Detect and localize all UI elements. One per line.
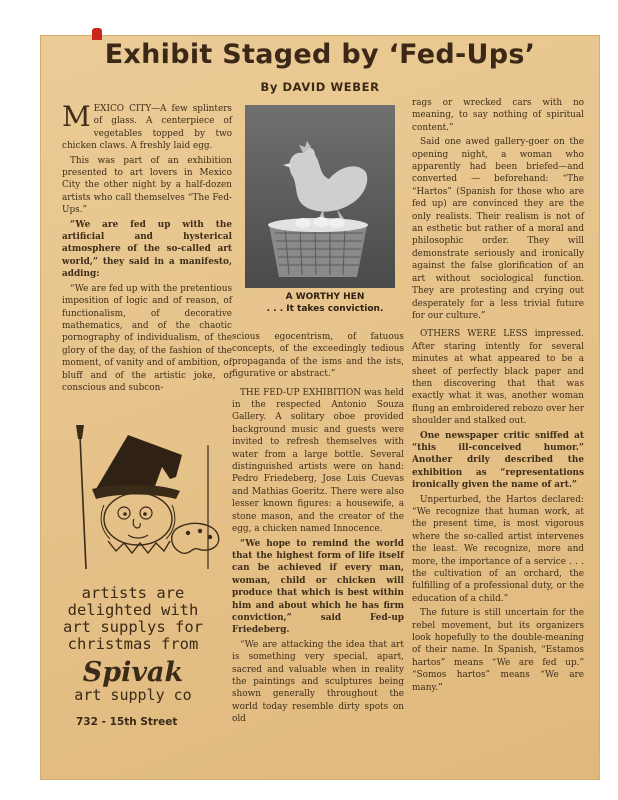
ad-brand-subtitle: art supply co bbox=[74, 686, 192, 704]
ad-line-3: art supplys for bbox=[63, 618, 203, 636]
hen-photo-image bbox=[245, 105, 395, 288]
ad-line-4: christmas from bbox=[67, 635, 199, 653]
paragraph: THE FED-UP EXHIBITION was held in the respected Antonio Souza Gallery. A solitary oboe provided background music and guests were invited to refresh themselves with water from a large bottle. Several distinguished artists were on hand: Pedro Friedeberg, Jose Luis Cuevas and Mathias Goeritz. There were also lesser known figures: a housewife, a stone mason, and the creator of the egg, a chicken named Innocence. bbox=[232, 387, 404, 535]
article-column-3 bbox=[412, 97, 584, 696]
photo-caption bbox=[245, 291, 405, 315]
paragraph: “We are fed up with the pretentious imposition of logic and of reason, of functionalism, of decorative mathematics, and of the chaotic pornography of individualism, of the glory of the day, of the fashion of the moment, of vanity and of ambition, of bluff and of the artistic joke, of conscious and subcon- bbox=[62, 283, 232, 393]
newspaper-clipping bbox=[40, 35, 600, 780]
headline: Exhibit Staged by ‘Fed-Ups’ bbox=[104, 39, 536, 70]
caption-subtitle: . . . It takes conviction. bbox=[266, 304, 384, 314]
bold-paragraph: “We hope to remind the world that the highest form of life itself can be achieved if every man, woman, child or chicken will produce that which is best within him and about which he has firm conviction,” said Fed-up Friedeberg. bbox=[232, 538, 404, 636]
ad-text-block bbox=[58, 585, 208, 728]
ad-line-2: delighted with bbox=[67, 601, 199, 619]
paragraph: This was part of an exhibition presented to art lovers in Mexico City the other night by a half-dozen artists who call themselves “The Fed-Ups.” bbox=[62, 155, 232, 216]
ad-line-1: artists are bbox=[81, 584, 185, 602]
ad-address: 732 - 15th Street bbox=[76, 716, 178, 728]
paragraph: The future is still uncertain for the rebel movement, but its organizers look hopefully to the double-meaning of their name. In Spanish, “Estamos hartos” means “We are fed up.” “Somos hartos” means “We are many.” bbox=[412, 608, 584, 693]
paragraph: MEXICO CITY—A few splinters of glass. A centerpiece of vegetables topped by two chicken claws. A freshly laid egg. bbox=[62, 100, 232, 152]
caption-title: A WORTHY HEN bbox=[285, 292, 365, 302]
ad-brand-name: Spivak bbox=[82, 657, 184, 688]
paragraph: OTHERS WERE LESS impressed. After staring intently for several minutes at what appeared to be a sheet of perfectly black paper and then discovering that that was exactly what it was, another woman flung an embroidered rebozo over her shoulder and stalked out. bbox=[412, 329, 584, 427]
artist-caricature-illustration bbox=[58, 419, 226, 579]
byline: By DAVID WEBER bbox=[260, 80, 380, 94]
paragraph: rags or wrecked cars with no meaning, to say nothing of spiritual content.” bbox=[412, 98, 584, 133]
paragraph: Said one awed gallery-goer on the opening night, a woman who apparently had been briefed—and converted — beforehand: “The “Hartos” (Spanish for those who are fed up) are convinced they are the only realists. Their realism is not of an esthetic but rather of a moral and philosophic order. They will demonstrate seriously and ironically against the false glorification of an art without sociological function. They are protesting and crying out desperately for a less trivial future for our culture.” bbox=[412, 137, 584, 321]
paragraph: scious egocentrism, of fatuous concepts, of the exceedingly tedious propaganda of the isms and the ists, figurative or abstract.” bbox=[232, 332, 404, 380]
drop-cap: M bbox=[62, 100, 91, 133]
paragraph: Unperturbed, the Hartos declared: “We recognize that human work, at the present time, is most vigorous where the so-called artist intervenes the least. We recognize, more and more, the importance of a service . . . the cultivation of an orchard, the fulfilling of a professional duty, or the education of a child.” bbox=[412, 494, 584, 604]
bold-paragraph: “We are fed up with the artificial and hysterical atmosphere of the so-called art world,” they said in a manifesto, adding: bbox=[62, 219, 232, 280]
bold-paragraph: One newspaper critic sniffed at “this ill-conceived humor.” Another drily described the exhibition as “representations ironically given the name of art.” bbox=[412, 430, 584, 491]
article-column-2 bbox=[232, 331, 404, 728]
spivak-advertisement bbox=[58, 419, 226, 764]
hen-photo bbox=[245, 105, 395, 288]
paragraph: “We are attacking the idea that art is something very special, apart, sacred and valuable when in reality the paintings and sculptures being shown generally throughout the world today resemble dirty spots on old bbox=[232, 639, 404, 725]
article-column-1 bbox=[62, 100, 232, 396]
